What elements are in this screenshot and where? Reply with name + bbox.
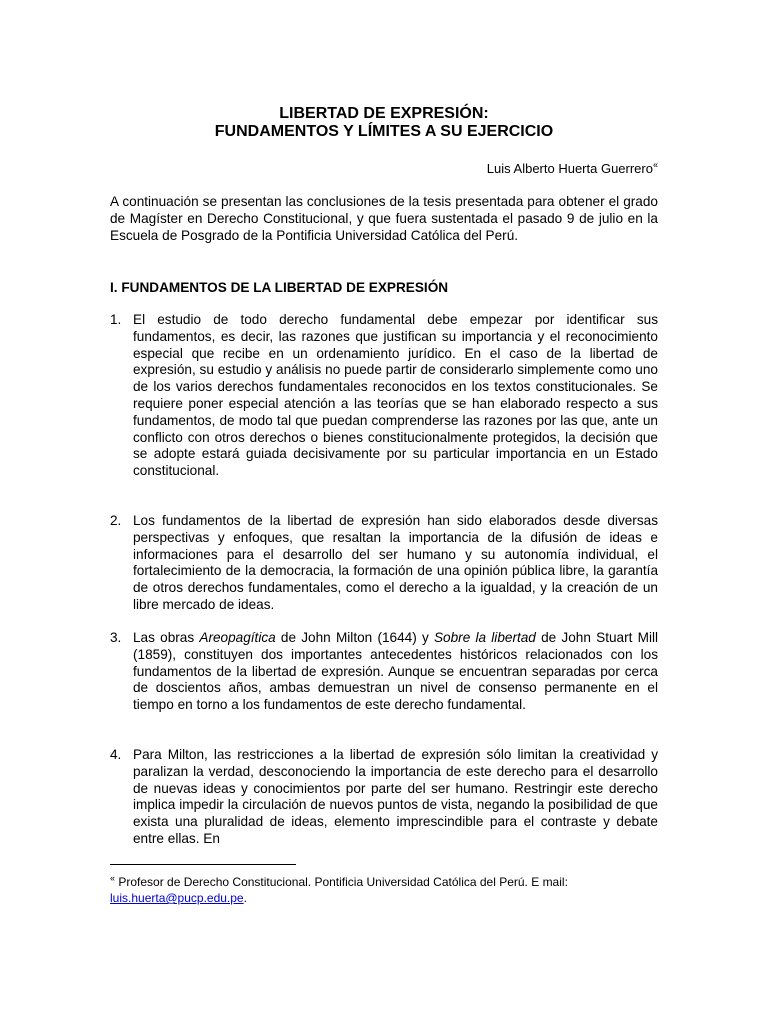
paragraph-text-post: de John Stuart Mill (1859), constituyen dos importantes antecedentes históricos relacionados con los fundamentos de la libertad de expresión. Aunque se encuentran separadas por cerca de doscientos años, ambas demuestran un nivel de consenso permanente en el tiempo en torno a los fundamentos de este derecho fundamental. [133,630,659,713]
footnote-end: . [243,891,247,905]
section-heading: I. FUNDAMENTOS DE LA LIBERTAD DE EXPRESIÓN [110,280,449,295]
footnote-text: Profesor de Derecho Constitucional. Pontificia Universidad Católica del Perú. E mail: [115,875,568,889]
author-name-text: Luis Alberto Huerta Guerrero [486,161,653,176]
paragraph-text: Para Milton, las restricciones a la libertad de expresión sólo limitan la creatividad y paralizan la verdad, desconociendo la importancia de este derecho para el desarrollo de nuevas ideas y conocimientos por parte del ser humano. Restringir este derecho implica impedir la circulación de nuevos puntos de vista, negando la posibilidad de que exista una pluralidad de ideas, elemento imprescindible para el contraste y debate entre ellas. En [133,747,658,846]
document-title-line1: LIBERTAD DE EXPRESIÓN: [279,105,489,122]
paragraph-text: El estudio de todo derecho fundamental debe empezar por identificar sus fundamentos, es decir, las razones que justifican su importancia y el reconocimiento especial que recibe en un ordenamiento jurídico. En el caso de la libertad de expresión, su estudio y análisis no puede partir de considerarlo simplemente como uno de los varios derechos fundamentales reconocidos en los textos constitucionales. Se requiere poner especial atención a las teorías que se han elaborado respecto a sus fundamentos, de modo tal que puedan comprenderse las razones por las que, ante un conflicto con otros derechos o bienes constitucionalmente protegidos, la decisión que se adopte estará guiada decisivamente por su particular importancia en un Estado constitucional. [133,312,658,479]
footnote [110,874,658,906]
intro-paragraph: A continuación se presentan las conclusiones de la tesis presentada para obtener el grado de Magíster en Derecho Constitucional, y que fuera sustentada el pasado 9 de julio en la Escuela de Posgrado de la Pontificia Universidad Católica del Perú. [110,194,658,243]
author-name [487,161,658,177]
paragraph-number: 4. [110,747,122,762]
numbered-paragraph-3 [110,630,658,714]
paragraph-text-pre: Las obras [133,630,200,645]
paragraph-number: 2. [110,513,122,528]
author-footnote-mark[interactable]: « [652,159,658,170]
paragraph-text [133,630,658,714]
paragraph-text-mid: de John Milton (1644) y [275,630,434,645]
document-title-line2: FUNDAMENTOS Y LÍMITES A SU EJERCICIO [214,123,554,140]
email-link[interactable]: luis.huerta@pucp.edu.pe [110,891,244,905]
paragraph-text: Los fundamentos de la libertad de expresión han sido elaborados desde diversas perspectivas y enfoques, que resaltan la importancia de la difusión de ideas e informaciones para el desarrollo del ser humano y su autonomía individual, el fortalecimiento de la democracia, la formación de una opinión pública libre, la garantía de otros derechos fundamentales, como el derecho a la igualdad, y la creación de un libre mercado de ideas. [133,513,658,612]
paragraph-number: 3. [110,630,122,645]
numbered-paragraph-1 [110,312,658,480]
footnote-divider [110,864,296,865]
footnote-mark: « [110,873,116,883]
book-title-sobre-la-libertad: Sobre la libertad [433,630,536,645]
paragraph-number: 1. [110,312,122,327]
numbered-paragraph-4 [110,747,658,848]
book-title-areopagitica: Areopagítica [199,630,276,645]
numbered-paragraph-2 [110,513,658,614]
